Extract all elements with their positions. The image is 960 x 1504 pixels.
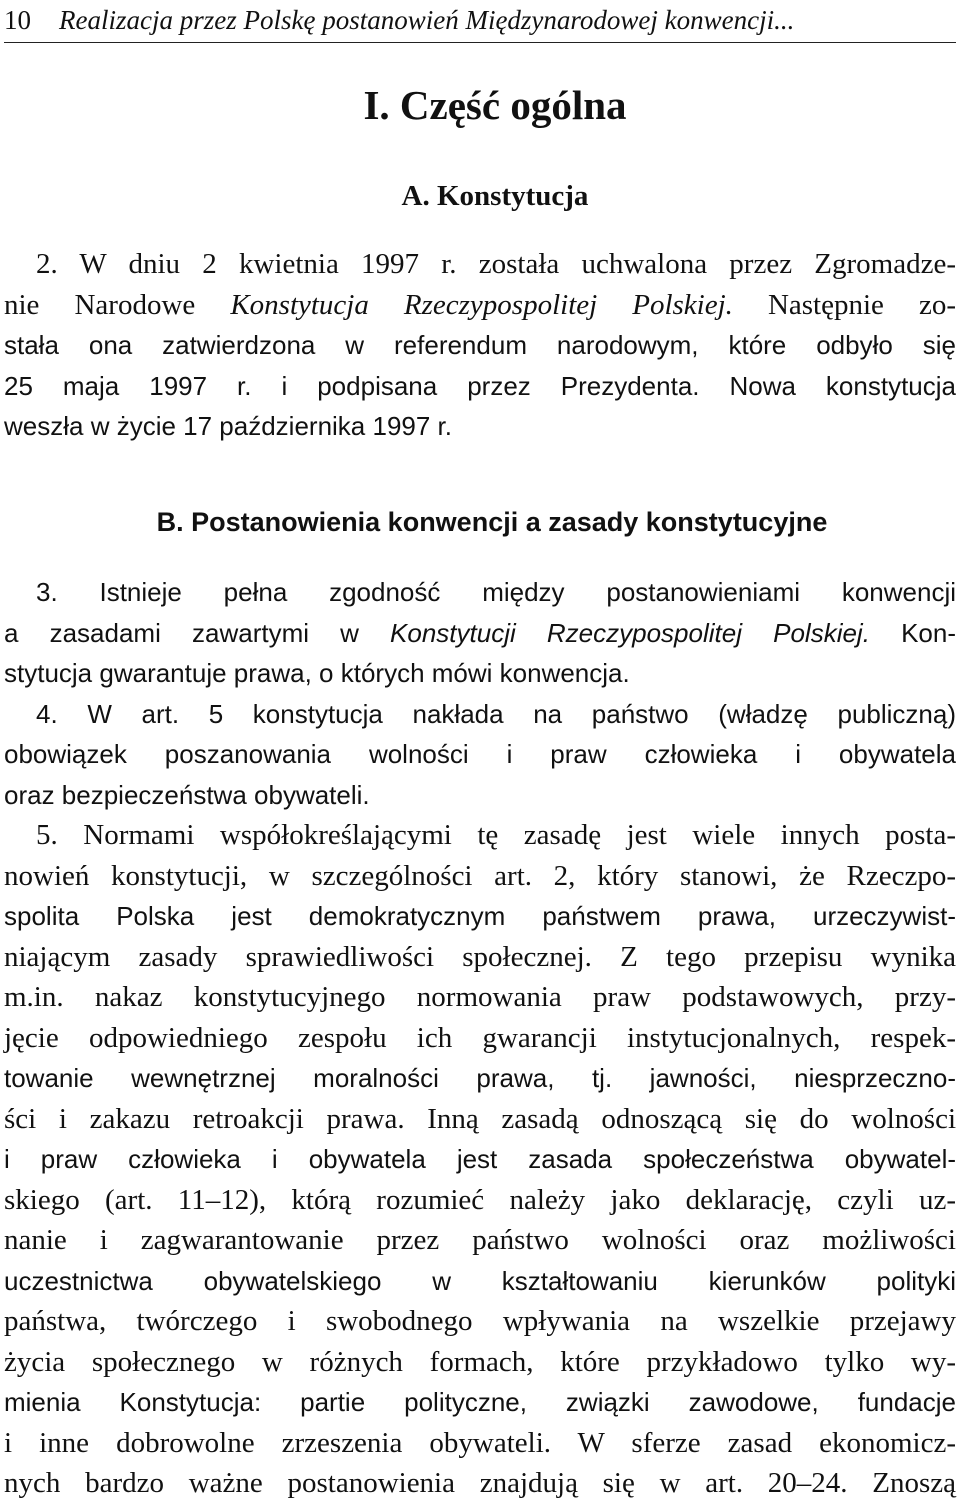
paragraph-line: nanie i zagwarantowanie przez państwo wolności oraz możliwości bbox=[4, 1224, 956, 1256]
paragraph-line: państwa, twórczego i swobodnego wpływania na wszelkie przejawy bbox=[4, 1305, 956, 1337]
paragraph-line: 5. Normami współokreślającymi tę zasadę jest wiele innych posta- bbox=[36, 819, 956, 851]
part-title: I. Część ogólna bbox=[363, 82, 627, 128]
paragraph-line: jęcie odpowiedniego zespołu ich gwarancji instytucjonalnych, respek- bbox=[4, 1021, 956, 1054]
paragraph-line: ści i zakazu retroakcji prawa. Inną zasadą odnoszącą się do wolności bbox=[4, 1102, 956, 1135]
running-header bbox=[4, 4, 956, 43]
paragraph-line: niającym zasady sprawiedliwości społecznej. Z tego przepisu wynika bbox=[4, 940, 956, 973]
paragraph-line: m.in. nakaz konstytucyjnego normowania praw podstawowych, przy- bbox=[4, 981, 956, 1013]
section-b-heading: B. Postanowienia konwencji a zasady konstytucyjne bbox=[156, 507, 828, 537]
running-title: Realizacja przez Polskę postanowień Międzynarodowej konwencji... bbox=[59, 5, 795, 35]
paragraph-line: stała ona zatwierdzona w referendum narodowym, które odbyło się bbox=[4, 330, 956, 360]
paragraph-line: stytucja gwarantuje prawa, o których mówi konwencja. bbox=[4, 658, 630, 688]
paragraph-line: życia społecznego w różnych formach, które przykładowo tylko wy- bbox=[4, 1345, 956, 1378]
paragraph-line: oraz bezpieczeństwa obywateli. bbox=[4, 779, 370, 810]
paragraph-line: weszła w życie 17 października 1997 r. bbox=[4, 411, 453, 441]
paragraph-line: towanie wewnętrznej moralności prawa, tj. jawności, niesprzeczno- bbox=[4, 1063, 956, 1093]
paragraph-line: i inne dobrowolne zrzeszenia obywateli. W sferze zasad ekonomicz- bbox=[4, 1426, 956, 1459]
paragraph-line: i praw człowieka i obywatela jest zasada społeczeństwa obywatel- bbox=[4, 1144, 956, 1174]
paragraph-line: nie Narodowe Konstytucja Rzeczypospolitej Polskiej. Następnie zo- bbox=[4, 288, 956, 321]
paragraph-line: skiego (art. 11–12), którą rozumieć należy jako deklarację, czyli uz- bbox=[4, 1183, 956, 1216]
paragraph-line: nowień konstytucji, w szczególności art. 2, który stanowi, że Rzeczpo- bbox=[4, 859, 956, 892]
paragraph-line: 25 maja 1997 r. i podpisana przez Prezydenta. Nowa konstytucja bbox=[4, 370, 956, 401]
paragraph-line: uczestnictwa obywatelskiego w kształtowaniu kierunków polityki bbox=[4, 1265, 956, 1296]
paragraph-line: 3. Istnieje pełna zgodność między postanowieniami konwencji bbox=[36, 577, 956, 607]
paragraph-line: mienia Konstytucja: partie polityczne, związki zawodowe, fundacje bbox=[4, 1387, 956, 1417]
paragraph-line: a zasadami zawartymi w Konstytucji Rzeczypospolitej Polskiej. Kon- bbox=[4, 617, 956, 648]
page-number: 10 bbox=[4, 5, 31, 35]
paragraph-line: 2. W dniu 2 kwietnia 1997 r. została uchwalona przez Zgromadze- bbox=[36, 248, 956, 280]
paragraph-line: 4. W art. 5 konstytucja nakłada na państwo (władzę publiczną) bbox=[36, 698, 956, 729]
paragraph-line: spolita Polska jest demokratycznym państwem prawa, urzeczywist- bbox=[4, 901, 956, 931]
section-a-heading: A. Konstytucja bbox=[401, 180, 589, 212]
paragraph-line: nych bardzo ważne postanowienia znajdują się w art. 20–24. Znoszą bbox=[4, 1467, 956, 1499]
paragraph-line: obowiązek poszanowania wolności i praw człowieka i obywatela bbox=[4, 739, 956, 769]
